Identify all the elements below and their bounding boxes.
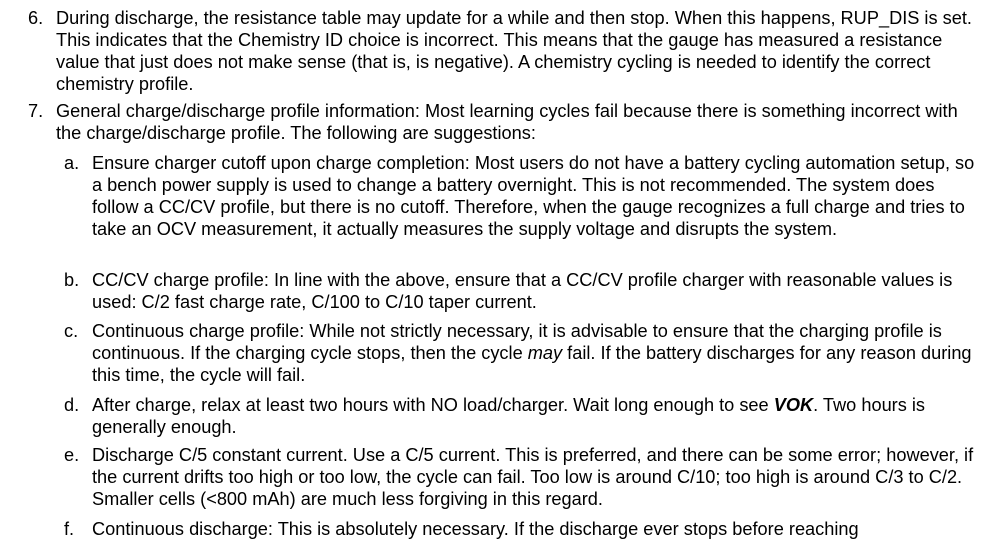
sublist-item-text: Ensure charger cutoff upon charge completion: Most users do not have a battery cycling automation setup, so a bench power supply is used to change a battery overnight. This is not recommended. The system does follow a CC/CV profile, but there is no cutoff. Therefore, when the gauge recognizes a full charge and tries to take an OCV measurement, it actually measures the supply voltage and disrupts the system. (92, 153, 975, 239)
sublist-item-text: Continuous discharge: This is absolutely necessary. If the discharge ever stops before reaching (92, 519, 859, 539)
sublist-item-b (64, 269, 980, 313)
list-marker: 6. (28, 8, 44, 28)
sublist-marker: f. (64, 519, 75, 539)
emphasis-text: VOK (773, 395, 814, 415)
sublist-marker: d. (64, 395, 80, 415)
sublist-item-f (64, 518, 980, 540)
sublist-marker: b. (64, 270, 80, 290)
sublist-item-d (64, 394, 980, 438)
sublist-marker: a. (64, 153, 80, 173)
sublist-item-text: CC/CV charge profile: In line with the above, ensure that a CC/CV profile charger with reasonable values is used: C/2 fast charge rate, C/100 to C/10 taper current. (92, 270, 953, 312)
sublist-item-c (64, 320, 980, 386)
list-item-text: During discharge, the resistance table may update for a while and then stop. When this happens, RUP_DIS is set. This indicates that the Chemistry ID choice is incorrect. This means that the gauge has measured a resistance value that just does not make sense (that is, is negative). A chemistry cycling is needed to identify the correct chemistry profile. (56, 8, 972, 94)
text-run: Continuous charge profile: While not strictly necessary, it is advisable to ensure that the charging profile is continuous. If the charging cycle stops, then the cycle (92, 321, 942, 363)
sublist-item-text: Discharge C/5 constant current. Use a C/5 current. This is preferred, and there can be some error; however, if the current drifts too high or too low, the cycle can fail. Too low is around C/10; too high is around C/3 to C/2. Smaller cells (<800 mAh) are much less forgiving in this regard. (92, 445, 974, 509)
sublist-item-a (64, 152, 980, 240)
emphasis-text: may (527, 343, 563, 363)
sublist-marker: e. (64, 445, 80, 465)
list-item-7 (28, 100, 976, 144)
text-run: After charge, relax at least two hours with NO load/charger. Wait long enough to see (92, 395, 774, 415)
text-run: . Two hours is generally enough. (92, 395, 926, 437)
list-item-text: General charge/discharge profile information: Most learning cycles fail because there is something incorrect with the charge/discharge profile. The following are suggestions: (56, 101, 958, 143)
sublist-item-e (64, 444, 980, 510)
list-marker: 7. (28, 101, 44, 121)
list-item-6 (28, 7, 976, 95)
text-run: fail. If the battery discharges for any reason during this time, the cycle will fail. (92, 343, 972, 385)
sublist-item-text (92, 320, 980, 386)
sublist-item-text (92, 394, 980, 438)
sublist-marker: c. (64, 321, 79, 341)
